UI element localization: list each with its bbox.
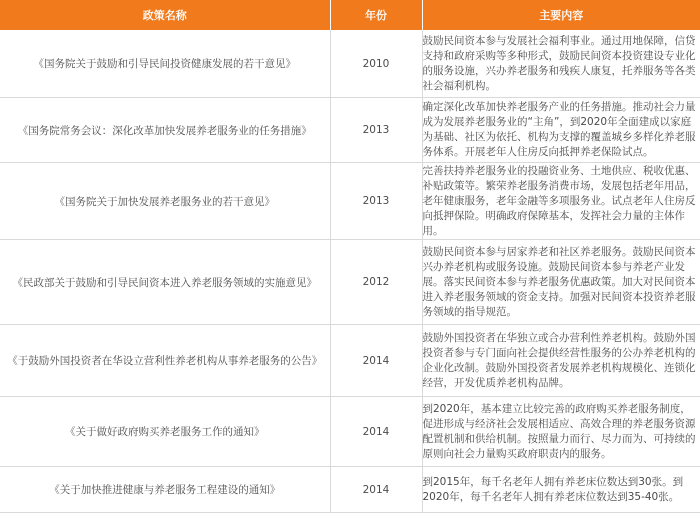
policy-year: 2012 xyxy=(330,240,422,325)
table-row xyxy=(0,98,700,163)
policy-name: 《国务院关于加快发展养老服务业的若干意见》 xyxy=(0,163,330,240)
policy-name: 《于鼓励外国投资者在华设立营利性养老机构从事养老服务的公告》 xyxy=(0,325,330,397)
column-header-name: 政策名称 xyxy=(0,0,330,30)
policy-year: 2014 xyxy=(330,467,422,513)
policy-content: 鼓励民间资本参与居家养老和社区养老服务。鼓励民间资本兴办养老机构或服务设施。鼓励民间资本参与养老产业发展。落实民间资本参与养老服务优惠政策。加大对民间资本进入养老服务领域的资金支持。加强对民间资本投资养老服务领域的指导规范。 xyxy=(422,240,700,325)
policy-content: 到2015年，每千名老年人拥有养老床位数达到30张。到2020年，每千名老年人拥有养老床位数达到35-40张。 xyxy=(422,467,700,513)
policy-year: 2013 xyxy=(330,163,422,240)
table-row xyxy=(0,467,700,513)
policy-name: 《关于做好政府购买养老服务工作的通知》 xyxy=(0,397,330,467)
table-row xyxy=(0,325,700,397)
column-header-content: 主要内容 xyxy=(422,0,700,30)
table-row xyxy=(0,397,700,467)
column-header-year: 年份 xyxy=(330,0,422,30)
policy-content: 完善扶持养老服务业的投融资业务、土地供应、税收优惠、补贴政策等。繁荣养老服务消费市场，发展包括老年用品，老年健康服务，老年金融等多项服务业。试点老年人住房反向抵押保险。明确政府保障基本，发挥社会力量的主体作用。 xyxy=(422,163,700,240)
policy-year: 2010 xyxy=(330,30,422,98)
policy-content: 确定深化改革加快养老服务产业的任务措施。推动社会力量成为发展养老服务业的“主角”，到2020年全面建成以家庭为基础、社区为依托、机构为支撑的覆盖城乡多样化养老服务体系。开展老年人住房反向抵押养老保险试点。 xyxy=(422,98,700,163)
policy-year: 2014 xyxy=(330,397,422,467)
policy-year: 2013 xyxy=(330,98,422,163)
policy-content: 鼓励民间资本参与发展社会福利事业。通过用地保障，信贷支持和政府采购等多种形式，鼓励民间资本投资建设专业化的服务设施，兴办养老服务和残疾人康复，托养服务等各类社会福利机构。 xyxy=(422,30,700,98)
policy-name: 《关于加快推进健康与养老服务工程建设的通知》 xyxy=(0,467,330,513)
table-header-row xyxy=(0,0,700,30)
policy-name: 《国务院关于鼓励和引导民间投资健康发展的若干意见》 xyxy=(0,30,330,98)
policy-content: 到2020年，基本建立比较完善的政府购买养老服务制度，促进形成与经济社会发展相适应、高效合理的养老服务资源配置机制和供给机制。按照量力而行、尽力而为、可持续的原则向社会力量购买政府职责内的服务。 xyxy=(422,397,700,467)
policy-name: 《国务院常务会议：深化改革加快发展养老服务业的任务措施》 xyxy=(0,98,330,163)
table-row xyxy=(0,240,700,325)
policy-year: 2014 xyxy=(330,325,422,397)
policy-content: 鼓励外国投资者在华独立或合办营利性养老机构。鼓励外国投资者参与专门面向社会提供经营性服务的公办养老机构的企业化改制。鼓励外国投资者发展养老机构规模化、连锁化经营，开发优质养老机构品牌。 xyxy=(422,325,700,397)
table-row xyxy=(0,30,700,98)
policy-name: 《民政部关于鼓励和引导民间资本进入养老服务领域的实施意见》 xyxy=(0,240,330,325)
table-row xyxy=(0,163,700,240)
